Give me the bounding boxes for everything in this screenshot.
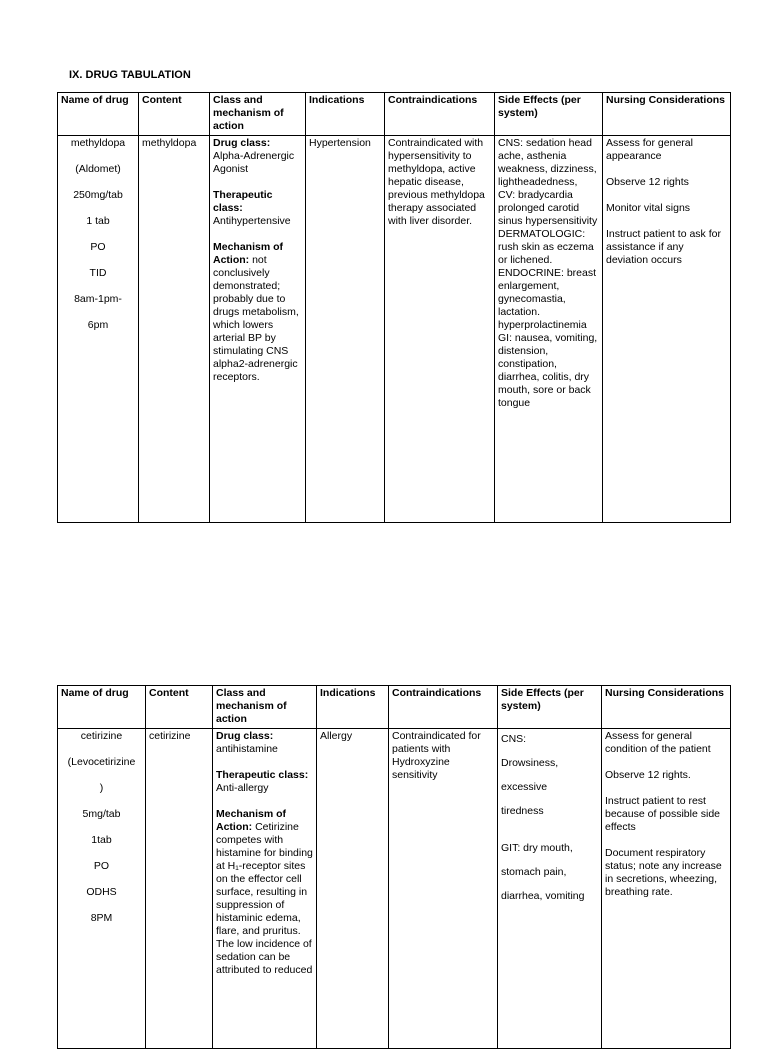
cell-content: cetirizine [146,729,213,1049]
cell-side-effects: CNS: sedation head ache, asthenia weakness, dizziness, lightheadedness, CV: bradycardia prolonged carotid sinus hypersensitivity DERMATOLOGIC: rush skin as eczema or lichened. ENDOCRINE: breast enlargement, gynecomastia, lactation. hyperprolactinemia GI: nausea, vomiting, distension, constipation, diarrhea, colitis, dry mouth, sore or back tongue [495,136,603,523]
table-row [58,729,731,1049]
cell-drug-name: cetirizine (Levocetirizine ) 5mg/tab 1tab PO ODHS 8PM [58,729,146,1049]
header-name-of-drug: Name of drug [58,93,139,136]
header-indications: Indications [317,686,389,729]
header-class-mechanism: Class and mechanism of action [213,686,317,729]
header-side-effects: Side Effects (per system) [498,686,602,729]
header-indications: Indications [306,93,385,136]
header-content: Content [139,93,210,136]
header-content: Content [146,686,213,729]
cell-content: methyldopa [139,136,210,523]
table-row [58,136,731,523]
cell-class-mechanism: Drug class: antihistamine Therapeutic class: Anti-allergy Mechanism of Action: Cetirizine competes with histamine for binding at H₁-receptor sites on the effector cell surface, resulting in suppression of histaminic edema, flare, and pruritus. The low incidence of sedation can be attributed to reduced [213,729,317,1049]
header-side-effects: Side Effects (per system) [495,93,603,136]
header-contraindications: Contraindications [389,686,498,729]
cell-drug-name: methyldopa (Aldomet) 250mg/tab 1 tab PO TID 8am-1pm- 6pm [58,136,139,523]
header-nursing-considerations: Nursing Considerations [603,93,731,136]
page-title: IX. DRUG TABULATION [69,69,191,81]
drug-table-cetirizine [57,685,731,1049]
drug-table-methyldopa [57,92,731,523]
cell-contraindications: Contraindicated for patients with Hydroxyzine sensitivity [389,729,498,1049]
cell-nursing-considerations: Assess for general condition of the patient Observe 12 rights. Instruct patient to rest because of possible side effects Document respiratory status; note any increase in secretions, wheezing, breathing rate. [602,729,731,1049]
header-name-of-drug: Name of drug [58,686,146,729]
header-class-mechanism: Class and mechanism of action [210,93,306,136]
header-nursing-considerations: Nursing Considerations [602,686,731,729]
header-contraindications: Contraindications [385,93,495,136]
cell-contraindications: Contraindicated with hypersensitivity to methyldopa, active hepatic disease, previous methyldopa therapy associated with liver disorder. [385,136,495,523]
cell-indications: Allergy [317,729,389,1049]
cell-side-effects: CNS: Drowsiness, excessive tiredness GIT: dry mouth, stomach pain, diarrhea, vomiting [498,729,602,1049]
cell-indications: Hypertension [306,136,385,523]
table-header-row [58,93,731,136]
cell-class-mechanism: Drug class: Alpha-Adrenergic Agonist Therapeutic class: Antihypertensive Mechanism of Action: not conclusively demonstrated; probably due to drugs metabolism, which lowers arterial BP by stimulating CNS alpha2-adrenergic receptors. [210,136,306,523]
table-header-row [58,686,731,729]
cell-nursing-considerations: Assess for general appearance Observe 12 rights Monitor vital signs Instruct patient to ask for assistance if any deviation occurs [603,136,731,523]
